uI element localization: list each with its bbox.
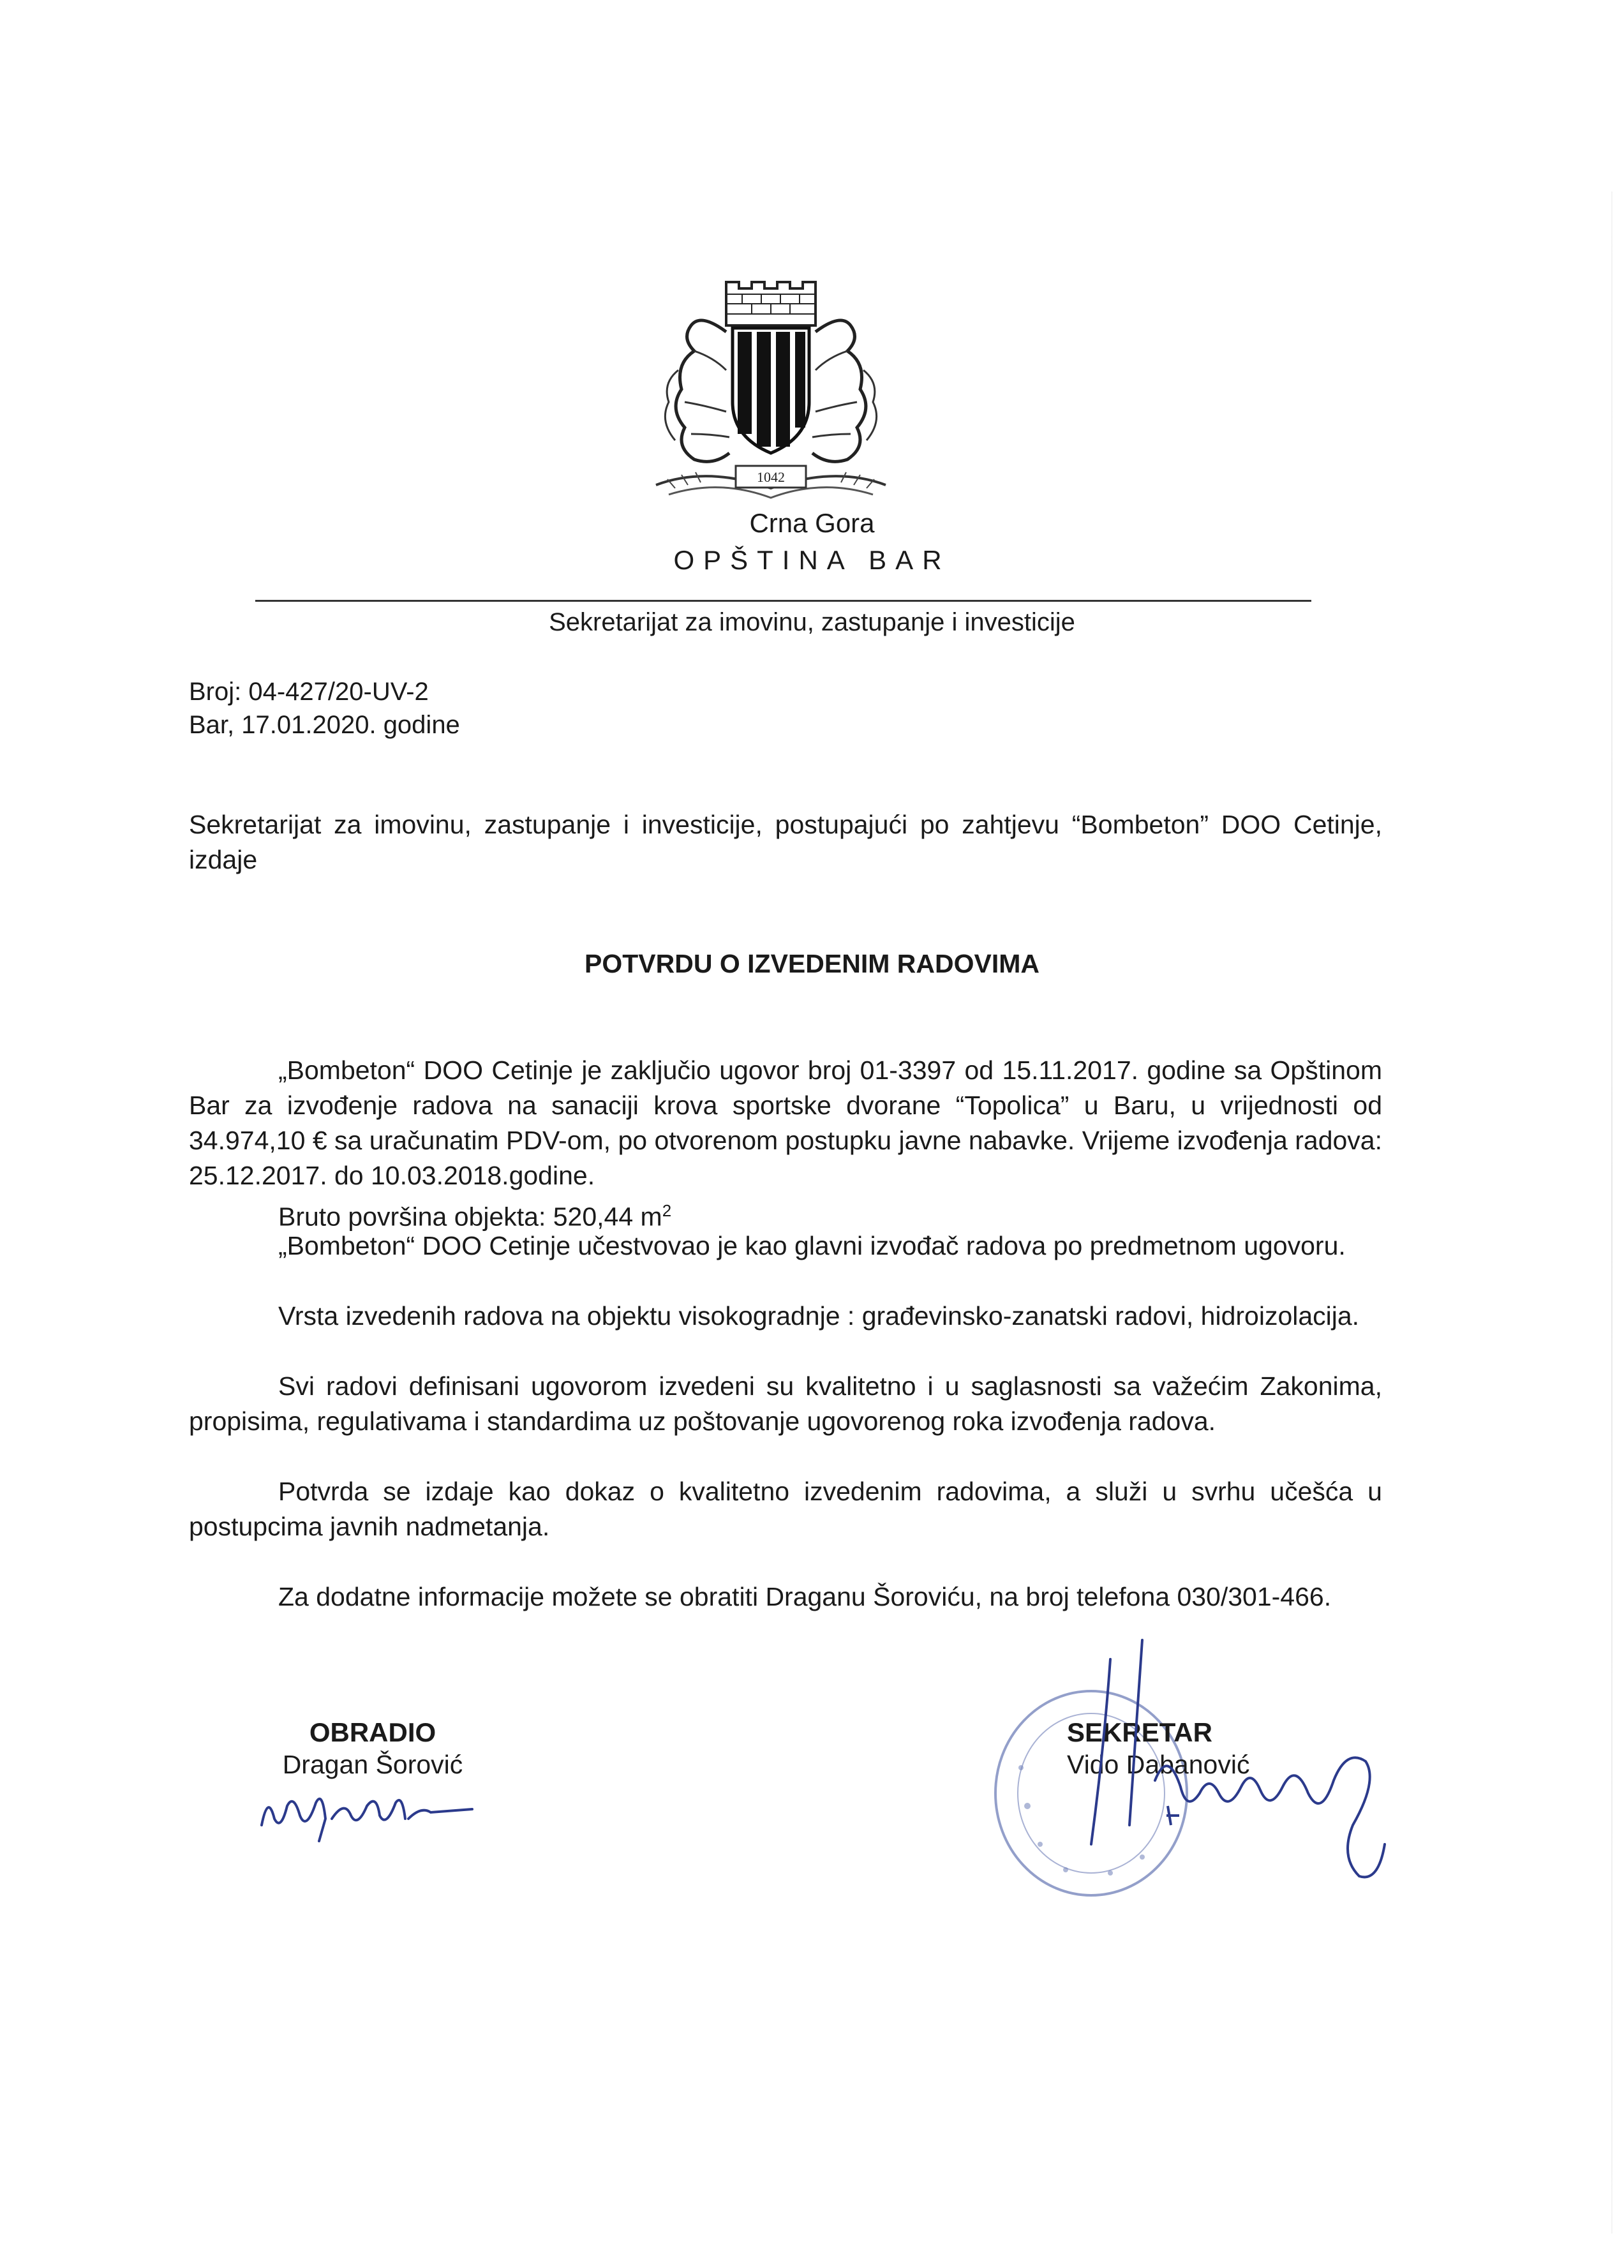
contractor-role-paragraph: „Bombeton“ DOO Cetinje učestvovao je kao glavni izvođač radova po predmetnom ugovoru. [278, 1231, 1346, 1260]
signature-role-processed-by: OBRADIO [309, 1717, 436, 1747]
handwritten-signature-left [255, 1780, 485, 1844]
gross-area-text: Bruto površina objekta: 520,44 m [278, 1202, 662, 1232]
contract-paragraph: „Bombeton“ DOO Cetinje je zaključio ugovor broj 01-3397 od 15.11.2017. godine sa Opštinom Bar za izvođenje radova na sanaciji krova sportske dvorane “Topolica” u Baru, u vrijednosti od 34.974,10 € sa uračunatim PDV-om, po otvorenom postupku javne nabavke. Vrijeme izvođenja radova: 25.12.2017. do 10.03.2018.godine. [189, 1056, 1382, 1190]
scan-edge-shadow [1611, 191, 1613, 2234]
document-title: POTVRDU O IZVEDENIM RADOVIMA [585, 949, 1039, 978]
department-name: Sekretarijat za imovinu, zastupanje i investicije [549, 608, 1075, 636]
signature-block-processed-by [258, 1717, 488, 1780]
quality-paragraph: Svi radovi definisani ugovorom izvedeni su kvalitetno i u saglasnosti sa važećim Zakonima, propisima, regulativama i standardima uz poštovanje ugovorenog roka izvođenja radova. [189, 1371, 1382, 1436]
contact-paragraph: Za dodatne informacije možete se obratiti Draganu Šoroviću, na broj telefona 030/301-466. [278, 1582, 1332, 1611]
purpose-paragraph: Potvrda se izdaje kao dokaz o kvalitetno izvedenim radovima, a služi u svrhu učešća u postupcima javnih nadmetanja. [189, 1477, 1382, 1541]
coat-of-arms-emblem [630, 274, 911, 517]
document-meta [189, 675, 460, 742]
document-number: Broj: 04-427/20-UV-2 [189, 678, 429, 706]
header-divider [255, 600, 1311, 602]
signature-name-secretary: Vido Dabanović [1067, 1750, 1250, 1779]
svg-text:1042: 1042 [757, 469, 785, 485]
gross-area-superscript: 2 [662, 1201, 672, 1220]
document-place-date: Bar, 17.01.2020. godine [189, 711, 460, 739]
country-name: Crna Gora [749, 508, 875, 538]
work-type-paragraph: Vrsta izvedenih radova na objektu visokogradnje : građevinsko-zanatski radovi, hidroizolacija. [278, 1301, 1360, 1331]
handwritten-signature-right [1021, 1634, 1410, 1902]
signature-name-processed-by: Dragan Šorović [282, 1750, 463, 1779]
municipality-name: OPŠTINA BAR [673, 545, 951, 575]
signature-role-secretary: SEKRETAR [1067, 1717, 1212, 1747]
intro-paragraph: Sekretarijat za imovinu, zastupanje i investicije, postupajući po zahtjevu “Bombeton” DOO Cetinje, izdaje [189, 810, 1382, 874]
